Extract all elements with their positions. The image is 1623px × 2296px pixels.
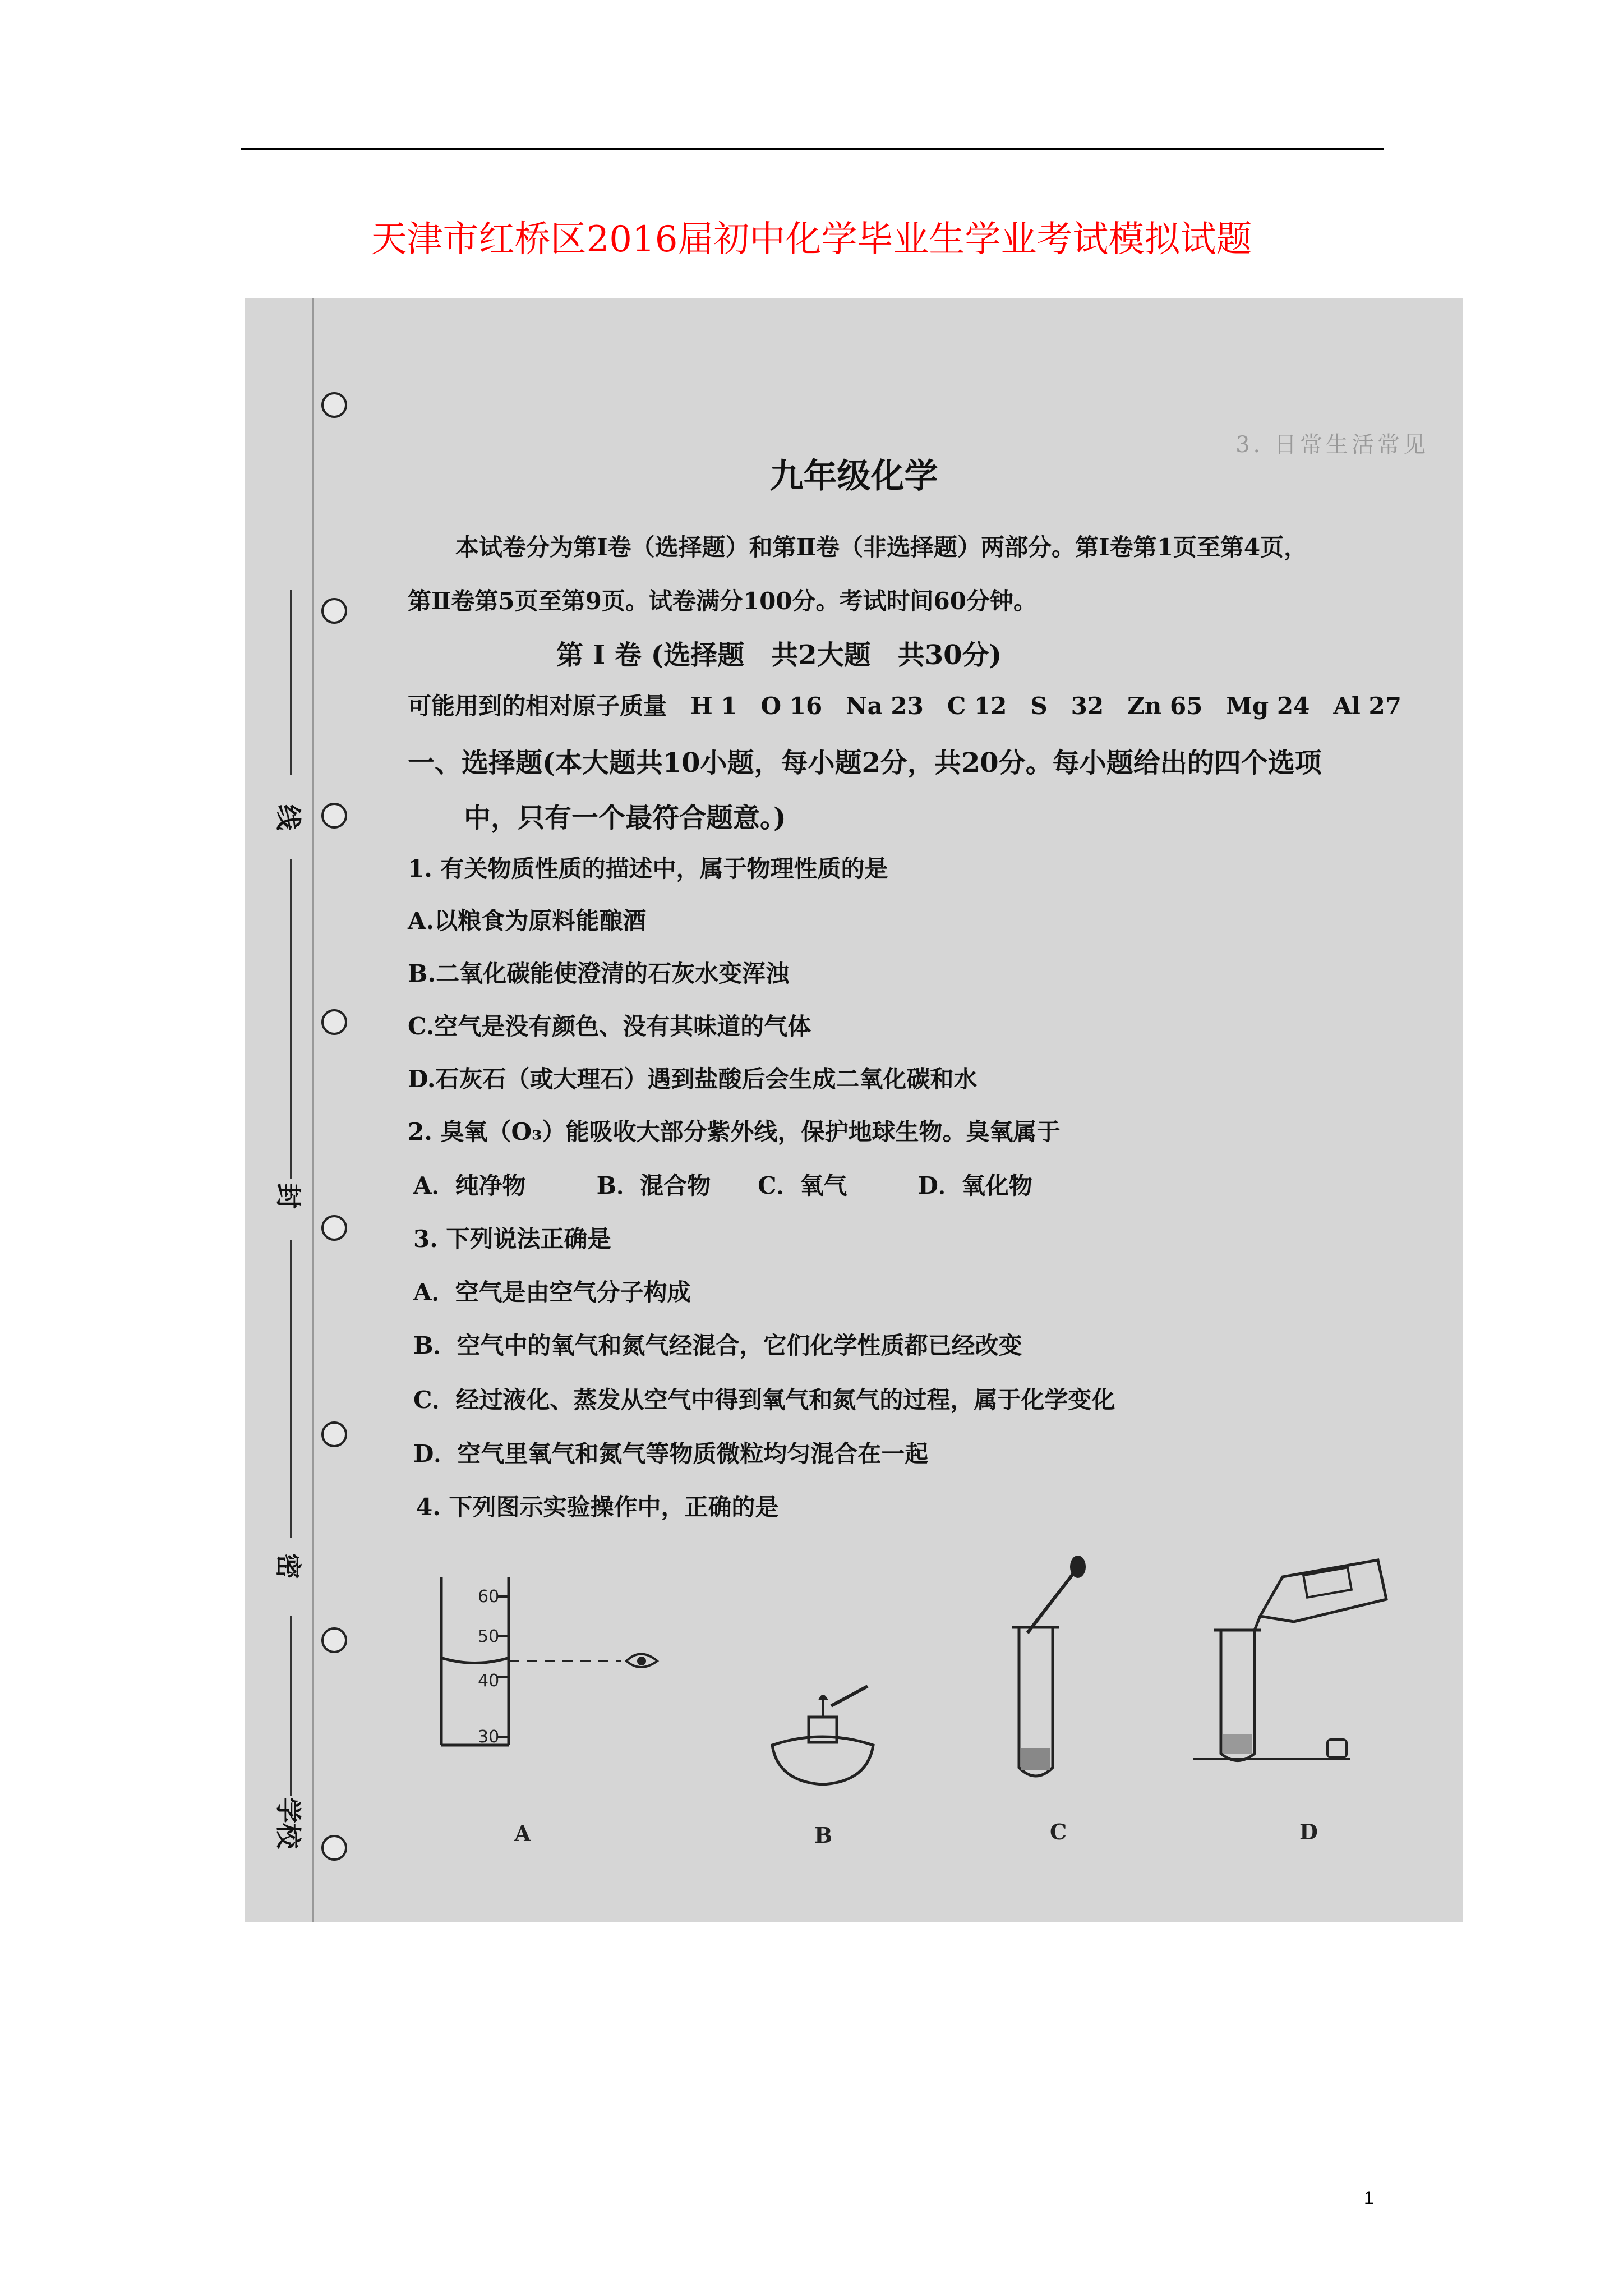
question-2-stem: 2. 臭氧（O₃）能吸收大部分紫外线，保护地球生物。臭氧属于	[408, 1118, 1061, 1145]
exam-photo	[245, 298, 1463, 1922]
margin-label-school: 学校	[273, 1797, 303, 1849]
figure-label-d: D	[1299, 1819, 1318, 1844]
figure-b-alcohol-lamp	[755, 1683, 890, 1796]
page-title: 天津市红桥区2016届初中化学毕业生学业考试模拟试题	[371, 219, 1252, 260]
atomic-masses: 可能用到的相对原子质量 H 1 O 16 Na 23 C 12 S 32 Zn 65 Mg 24 Al 27	[408, 692, 1401, 720]
section1-heading-line1: 一、选择题(本大题共10小题，每小题2分，共20分。每小题给出的四个选项	[408, 747, 1322, 779]
question-4-stem: 4. 下列图示实验操作中，正确的是	[416, 1493, 779, 1521]
intro-line-1: 本试卷分为第Ⅰ卷（选择题）和第Ⅱ卷（非选择题）两部分。第Ⅰ卷第1页至第4页，	[455, 533, 1308, 561]
binding-line	[312, 298, 314, 1922]
margin-dash	[290, 1616, 292, 1796]
figure-d-pouring-reagent	[1193, 1538, 1428, 1773]
margin-label-feng: 封	[273, 1183, 303, 1209]
section1-heading-line2: 中，只有一个最符合题意。)	[464, 802, 786, 834]
binding-hole	[321, 1835, 347, 1861]
margin-label-mi: 密	[273, 1553, 303, 1579]
figure-label-a: A	[514, 1821, 531, 1846]
header-rule	[241, 148, 1384, 150]
question-3-stem: 3. 下列说法正确是	[413, 1225, 611, 1253]
question-1-option-a: A.以粮食为原料能酿酒	[408, 907, 647, 935]
binding-hole	[321, 1627, 347, 1653]
question-3-option-d: D．空气里氧气和氮气等物质微粒均匀混合在一起	[413, 1440, 929, 1467]
binding-hole	[321, 598, 347, 624]
page-number: 1	[1364, 2188, 1374, 2208]
question-2-options: A．纯净物 B．混合物 C．氧气 D．氧化物	[413, 1172, 1032, 1199]
figure-label-b: B	[814, 1823, 833, 1848]
figure-a-graduated-cylinder	[430, 1577, 666, 1762]
margin-dash	[290, 859, 292, 1179]
part1-heading: 第 Ⅰ 卷 (选择题 共2大题 共30分)	[556, 639, 1002, 671]
question-3-option-b: B．空气中的氧气和氮气经混合，它们化学性质都已经改变	[413, 1332, 1022, 1359]
binding-hole	[321, 1215, 347, 1241]
tick-label-40: 40	[478, 1671, 500, 1691]
question-1-option-b: B.二氧化碳能使澄清的石灰水变浑浊	[408, 960, 790, 987]
question-1-option-c: C.空气是没有颜色、没有其味道的气体	[408, 1013, 811, 1040]
question-1-option-d: D.石灰石（或大理石）遇到盐酸后会生成二氧化碳和水	[408, 1065, 978, 1093]
bleed-through-text: 3. 日常生活常见	[1235, 432, 1429, 458]
exam-title: 九年级化学	[769, 457, 938, 496]
figure-c-test-tube-dropper	[997, 1554, 1109, 1790]
binding-hole	[321, 392, 347, 418]
question-3-option-a: A．空气是由空气分子构成	[413, 1278, 691, 1306]
question-3-option-c: C．经过液化、蒸发从空气中得到氧气和氮气的过程，属于化学变化	[413, 1386, 1115, 1414]
tick-label-50: 50	[478, 1627, 500, 1646]
margin-dash	[290, 590, 292, 775]
question-1-stem: 1. 有关物质性质的描述中，属于物理性质的是	[408, 855, 888, 882]
intro-line-2: 第Ⅱ卷第5页至第9页。试卷满分100分。考试时间60分钟。	[408, 587, 1037, 615]
tick-label-60: 60	[478, 1587, 500, 1607]
margin-dash	[290, 1240, 292, 1538]
figure-label-c: C	[1050, 1819, 1067, 1844]
binding-hole	[321, 1421, 347, 1447]
tick-label-30: 30	[478, 1727, 500, 1747]
binding-hole	[321, 1009, 347, 1035]
margin-label-xian: 线	[273, 804, 303, 830]
binding-hole	[321, 803, 347, 829]
